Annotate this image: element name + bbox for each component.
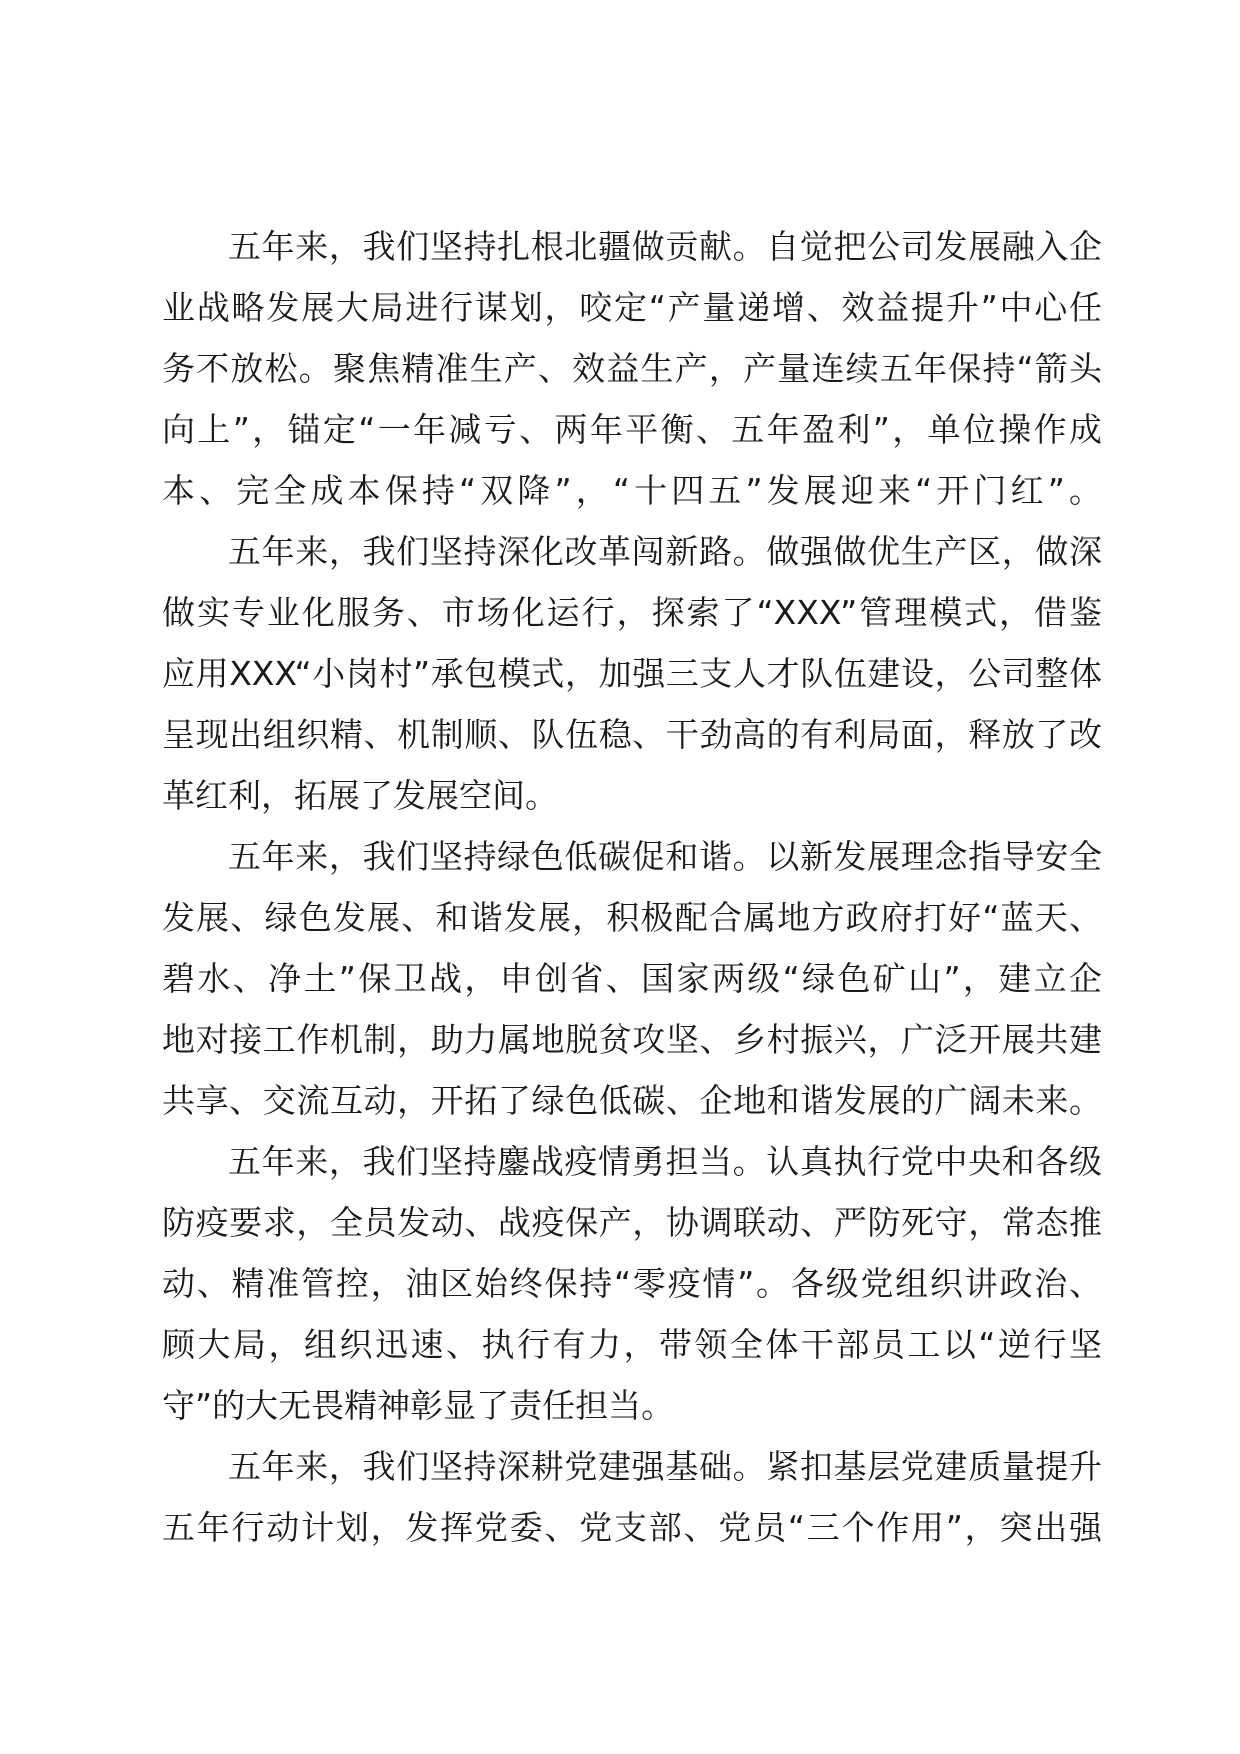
text-line: 业战略发展大局进行谋划，咬定“产量递增、效益提升”中心任 bbox=[162, 288, 1102, 327]
text-line: 做实专业化服务、市场化运行，探索了“XXX”管理模式，借鉴 bbox=[162, 593, 1102, 632]
text-line: 应用XXX“小岗村”承包模式，加强三支人才队伍建设，公司整体 bbox=[162, 654, 1102, 693]
text-line: 五年行动计划，发挥党委、党支部、党员“三个作用”，突出强 bbox=[162, 1508, 1102, 1547]
text-line: 共享、交流互动，开拓了绿色低碳、企地和谐发展的广阔未来。 bbox=[162, 1081, 1102, 1120]
text-line: 防疫要求，全员发动、战疫保产，协调联动、严防死守，常态推 bbox=[162, 1203, 1102, 1242]
text-line: 地对接工作机制，助力属地脱贫攻坚、乡村振兴，广泛开展共建 bbox=[162, 1020, 1102, 1059]
paragraph-earth-contribution bbox=[162, 216, 1102, 521]
text-line: 务不放松。聚焦精准生产、效益生产，产量连续五年保持“箭头 bbox=[162, 349, 1102, 388]
text-line: 五年来，我们坚持扎根北疆做贡献。自觉把公司发展融入企 bbox=[228, 227, 1102, 266]
text-line: 发展、绿色发展、和谐发展，积极配合属地方政府打好“蓝天、 bbox=[162, 898, 1102, 937]
text-line: 向上”，锚定“一年减亏、两年平衡、五年盈利”，单位操作成 bbox=[162, 410, 1102, 449]
text-line: 呈现出组织精、机制顺、队伍稳、干劲高的有利局面，释放了改 bbox=[162, 715, 1102, 754]
text-line: 顾大局，组织迅速、执行有力，带领全体干部员工以“逆行坚 bbox=[162, 1325, 1102, 1364]
text-line: 守”的大无畏精神彰显了责任担当。 bbox=[162, 1386, 675, 1425]
text-line: 五年来，我们坚持深耕党建强基础。紧扣基层党建质量提升 bbox=[228, 1447, 1102, 1486]
text-line: 革红利，拓展了发展空间。 bbox=[162, 776, 558, 815]
text-line: 动、精准管控，油区始终保持“零疫情”。各级党组织讲政治、 bbox=[162, 1264, 1102, 1303]
paragraph-party-building bbox=[162, 1436, 1102, 1558]
paragraph-reform bbox=[162, 521, 1102, 826]
text-line: 五年来，我们坚持鏖战疫情勇担当。认真执行党中央和各级 bbox=[228, 1142, 1102, 1181]
text-line: 五年来，我们坚持深化改革闯新路。做强做优生产区，做深 bbox=[228, 532, 1102, 571]
body-text bbox=[162, 216, 1102, 1558]
paragraph-epidemic bbox=[162, 1131, 1102, 1436]
paragraph-green-development bbox=[162, 826, 1102, 1131]
text-line: 五年来，我们坚持绿色低碳促和谐。以新发展理念指导安全 bbox=[228, 837, 1102, 876]
text-line: 碧水、净土”保卫战，申创省、国家两级“绿色矿山”，建立企 bbox=[162, 959, 1102, 998]
text-line: 本、完全成本保持“双降”，“十四五”发展迎来“开门红”。 bbox=[162, 471, 1102, 510]
